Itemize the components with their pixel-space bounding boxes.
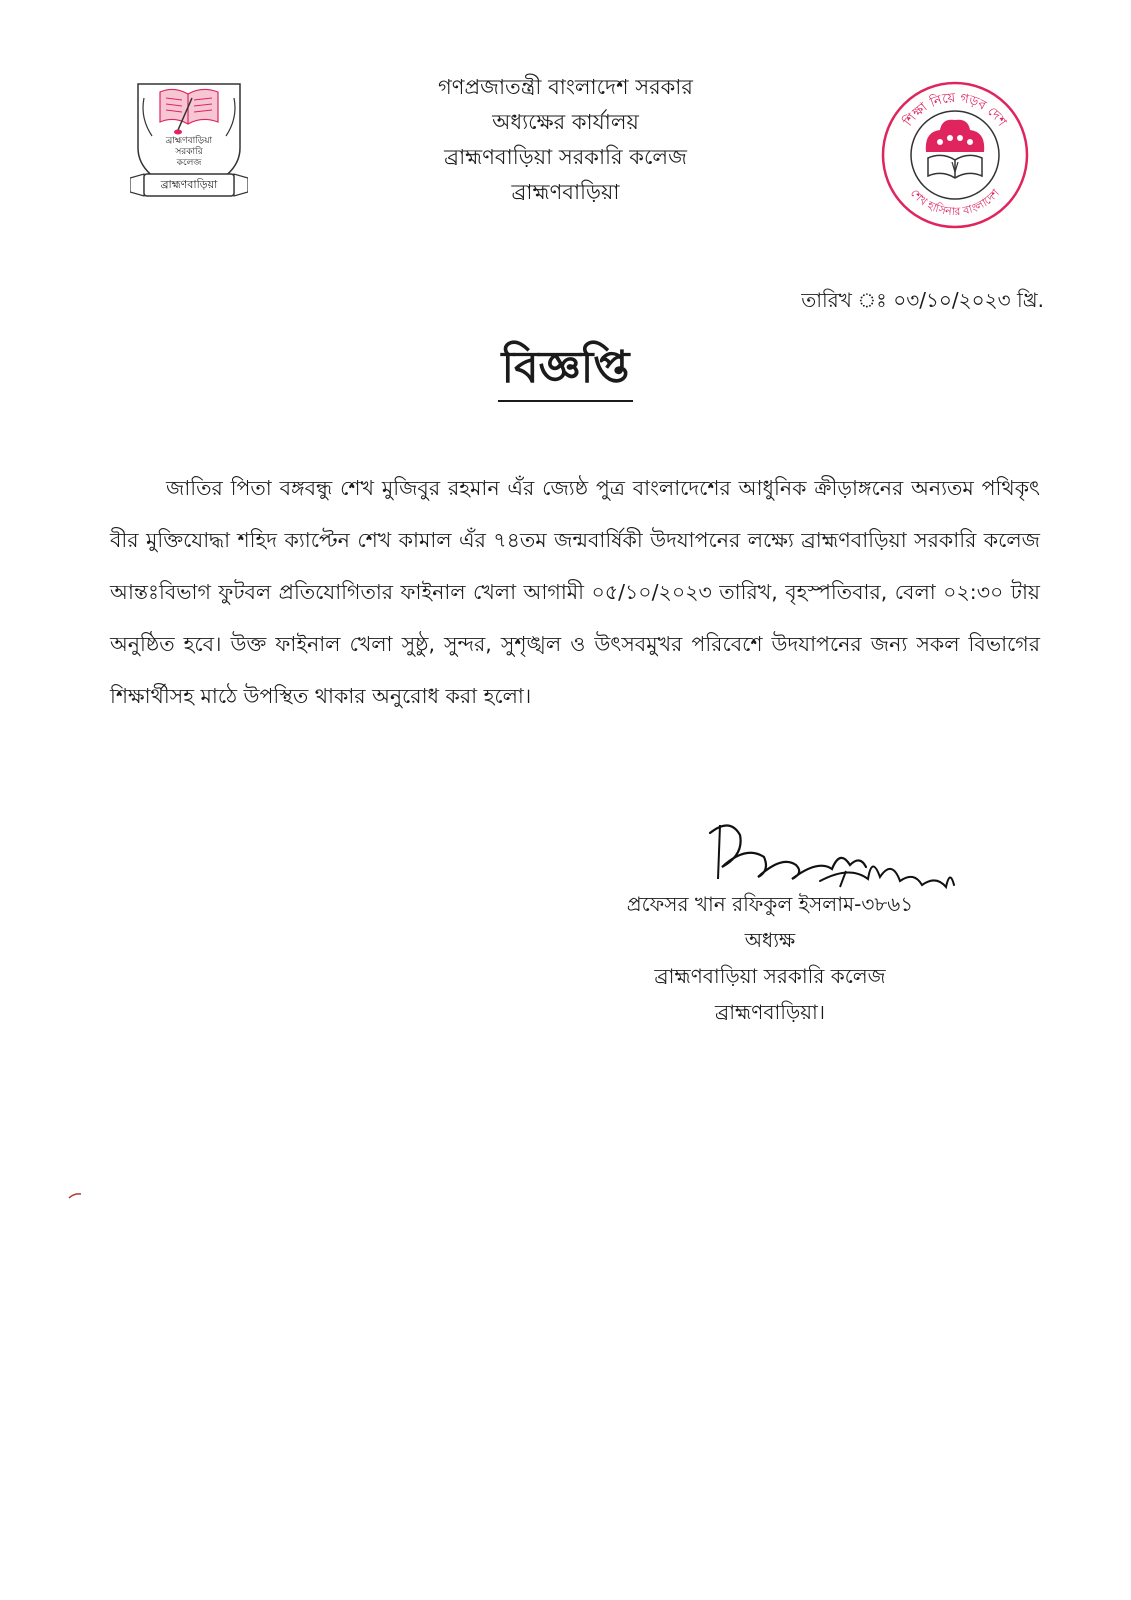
city-name: ব্রাহ্মণবাড়িয়া — [511, 180, 620, 204]
signatory-institution: ব্রাহ্মণবাড়িয়া সরকারি কলেজ — [654, 964, 886, 988]
government-name: গণপ্রজাতন্ত্রী বাংলাদেশ সরকার — [438, 75, 693, 99]
notice-body — [110, 462, 1040, 722]
round-seal-icon — [880, 80, 1030, 230]
signatory-city: ব্রাহ্মণবাড়িয়া। — [714, 1000, 826, 1024]
emblem-text-line2: সরকারি — [175, 147, 203, 157]
letterhead — [350, 70, 781, 210]
seal-top-text: শিক্ষা নিয়ে গড়ব দেশ — [901, 90, 1010, 130]
notice-date: তারিখ ঃ ০৩/১০/২০২৩ খ্রি. — [801, 288, 1044, 312]
emblem-ribbon-text: ব্রাহ্মণবাড়িয়া — [160, 178, 218, 191]
signatory-block — [560, 886, 980, 1030]
college-name: ব্রাহ্মণবাড়িয়া সরকারি কলেজ — [444, 145, 687, 169]
signatory-name: প্রফেসর খান রফিকুল ইসলাম-৩৮৬১ — [626, 892, 914, 916]
emblem-text-line3: কলেজ — [176, 158, 202, 168]
emblem-text-line1: ব্রাহ্মণবাড়িয়া — [165, 136, 213, 146]
scan-mark — [68, 1185, 82, 1193]
svg-text:শেখ হাসিনার বাংলাদেশ — [908, 186, 1002, 218]
notice-title — [380, 338, 751, 402]
seal-bottom-text: শেখ হাসিনার বাংলাদেশ — [907, 186, 1003, 219]
office-name: অধ্যক্ষের কার্যালয় — [492, 110, 639, 134]
college-emblem-icon — [130, 78, 248, 206]
notice-title-text: বিজ্ঞপ্তি — [498, 338, 634, 402]
notice-paragraph: জাতির পিতা বঙ্গবন্ধু শেখ মুজিবুর রহমান এঁর জ্যেষ্ঠ পুত্র বাংলাদেশের আধুনিক ক্রীড়াঙ্গনের অন্যতম পথিকৃৎ বীর মুক্তিযোদ্ধা শহিদ ক্যাপ্টেন শেখ কামাল এঁর ৭৪তম জন্মবার্ষিকী উদযাপনের লক্ষ্যে ব্রাহ্মণবাড়িয়া সরকারি কলেজ আন্তঃবিভাগ ফুটবল প্রতিযোগিতার ফাইনাল খেলা আগামী ০৫/১০/২০২৩ তারিখ, বৃহস্পতিবার, বেলা ০২:৩০ টায় অনুষ্ঠিত হবে। উক্ত ফাইনাল খেলা সুষ্ঠু, সুন্দর, সুশৃঙ্খল ও উৎসবমুখর পরিবেশে উদযাপনের জন্য সকল বিভাগের শিক্ষার্থীসহ মাঠে উপস্থিত থাকার অনুরোধ করা হলো। — [110, 476, 1040, 708]
signatory-designation: অধ্যক্ষ — [744, 928, 796, 952]
